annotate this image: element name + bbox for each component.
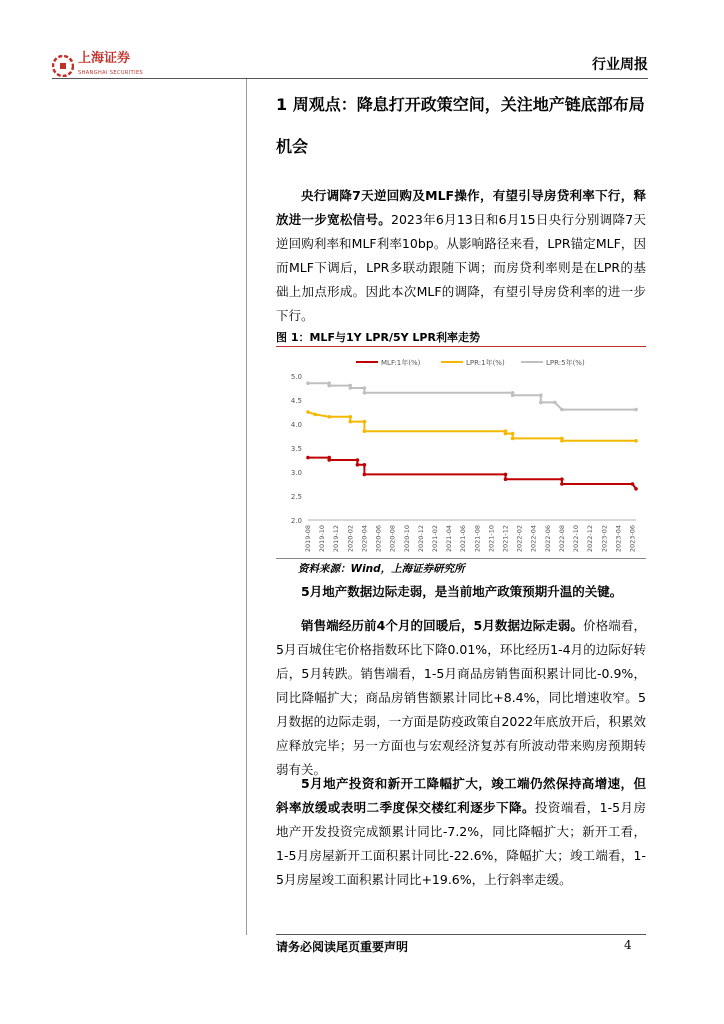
series-line: [308, 412, 636, 441]
series-point: [356, 463, 360, 467]
x-tick-label: 2023-02: [600, 525, 609, 553]
series-point: [634, 439, 638, 443]
paragraph-1-lead: 央行调降7天逆回购及MLF操作，有望引导房贷利率下行，释放进一步宽松信号。: [276, 188, 646, 227]
series-point: [363, 420, 367, 424]
series-point: [363, 463, 367, 467]
paragraph-4-body: 投资端看，1-5月房地产开发投资完成额累计同比-7.2%，同比降幅扩大；新开工看，1-5月房屋新开工面积累计同比-22.6%，降幅扩大；竣工端看，1-5月房屋竣工面积累计同比+19.6%，上行斜率走缓。: [276, 800, 646, 887]
series-point: [363, 386, 367, 390]
x-tick-label: 2019-10: [318, 525, 327, 553]
page-header: [52, 50, 648, 78]
x-tick-label: 2020-08: [388, 525, 397, 553]
margin-rule: [246, 79, 247, 935]
series-point: [539, 393, 543, 397]
series-point: [306, 410, 310, 414]
series-point: [363, 473, 367, 477]
x-tick-label: 2022-10: [572, 525, 581, 553]
section-heading: 1 周观点：降息打开政策空间，关注地产链底部布局机会: [276, 95, 645, 156]
series-point: [560, 439, 564, 443]
series-point: [327, 384, 331, 388]
x-tick-label: 2021-08: [473, 525, 482, 553]
legend-label: MLF:1年(%): [381, 359, 421, 367]
x-tick-label: 2022-08: [557, 525, 566, 553]
series-point: [511, 393, 515, 397]
series-point: [306, 381, 310, 385]
series-point: [631, 482, 635, 486]
logo-subtext: SHANGHAI SECURITIES: [78, 70, 144, 76]
x-tick-label: 2023-06: [628, 525, 637, 553]
paragraph-4-lead: 5月地产投资和新开工降幅扩大，竣工端仍然保持高增速，但斜率放缓或表明二季度保交楼红利逐步下降。: [276, 776, 646, 815]
x-tick-label: 2022-06: [543, 525, 552, 553]
y-tick-label: 3.5: [290, 445, 302, 453]
series-point: [349, 420, 353, 424]
series-point: [349, 386, 353, 390]
figure-title-rule: [276, 346, 646, 347]
x-tick-label: 2023-04: [614, 525, 623, 553]
series-point: [363, 429, 367, 433]
y-tick-label: 4.0: [290, 421, 302, 429]
page-number: 4: [624, 938, 632, 952]
paragraph-1-body: 2023年6月13日和6月15日央行分别调降7天逆回购利率和MLF利率10bp。从影响路径来看，LPR锚定MLF，因而MLF下调后，LPR多联动跟随下调；而房贷利率则是在LPR的基础上加点形成。因此本次MLF的调降，有望引导房贷利率的进一步下行。: [276, 212, 646, 323]
series-point: [560, 477, 564, 481]
legend-label: LPR:5年(%): [546, 359, 585, 367]
series-line: [308, 458, 636, 489]
logo-emblem-icon: [52, 55, 74, 77]
x-tick-label: 2019-12: [332, 525, 341, 553]
header-divider: [52, 78, 648, 79]
series-point: [363, 391, 367, 395]
series-point: [553, 401, 557, 405]
company-logo: [52, 52, 143, 80]
footer-disclaimer: 请务必阅读尾页重要声明: [276, 940, 409, 954]
x-tick-label: 2021-04: [445, 525, 454, 553]
rate-chart: [276, 350, 646, 556]
legend-label: LPR:1年(%): [466, 359, 505, 367]
series-point: [504, 473, 508, 477]
x-tick-label: 2019-08: [304, 525, 312, 553]
figure-source: 资料来源：Wind，上海证券研究所: [276, 558, 646, 576]
x-tick-label: 2021-10: [487, 525, 496, 553]
paragraph-1: [276, 184, 646, 328]
x-tick-label: 2022-04: [529, 525, 538, 553]
rate-chart-svg: [276, 350, 646, 556]
footer-divider: [276, 934, 646, 935]
logo-text: 上海证券: [78, 51, 131, 66]
series-line: [308, 383, 636, 409]
x-tick-label: 2021-02: [430, 525, 439, 553]
series-point: [634, 487, 638, 491]
x-tick-label: 2021-06: [459, 525, 468, 553]
report-type: 行业周报: [592, 57, 648, 73]
x-tick-label: 2020-12: [416, 525, 425, 553]
x-tick-label: 2020-02: [346, 525, 355, 553]
figure-title: 图 1：MLF与1Y LPR/5Y LPR利率走势: [276, 331, 480, 344]
paragraph-3: [276, 614, 646, 782]
series-point: [511, 437, 515, 441]
x-tick-label: 2021-12: [501, 525, 510, 553]
paragraph-4: [276, 772, 646, 892]
x-tick-label: 2020-10: [402, 525, 411, 553]
x-tick-label: 2020-04: [360, 525, 369, 553]
y-tick-label: 3.0: [290, 469, 302, 477]
x-tick-label: 2022-02: [515, 525, 524, 553]
paragraph-2: [276, 580, 646, 604]
paragraph-2-lead: 5月地产数据边际走弱，是当前地产政策预期升温的关键。: [301, 584, 623, 599]
series-point: [349, 415, 353, 419]
series-point: [327, 458, 331, 462]
series-point: [560, 482, 564, 486]
series-point: [327, 415, 331, 419]
y-tick-label: 2.0: [290, 517, 302, 525]
series-point: [511, 432, 515, 436]
series-point: [313, 413, 317, 417]
y-tick-label: 2.5: [290, 493, 302, 501]
x-tick-label: 2022-12: [586, 525, 595, 553]
series-point: [306, 456, 310, 460]
series-point: [634, 408, 638, 412]
paragraph-3-lead: 销售端经历前4个月的回暖后，5月数据边际走弱。: [301, 618, 584, 633]
series-point: [504, 477, 508, 481]
series-point: [504, 432, 508, 436]
series-point: [539, 401, 543, 405]
series-point: [356, 458, 360, 462]
paragraph-3-body: 价格端看，5月百城住宅价格指数环比下降0.01%，环比经历1-4月的边际好转后，5月转跌。销售端看，1-5月商品房销售面积累计同比-0.9%，同比降幅扩大；商品房销售额累计同比+8.4%，同比增速收窄。5月数据的边际走弱，一方面是防疫政策自2022年底放开后，积累效应释放完毕；另一方面也与宏观经济复苏有所波动带来购房预期转弱有关。: [276, 618, 646, 777]
series-point: [560, 408, 564, 412]
x-tick-label: 2020-06: [374, 525, 383, 553]
y-tick-label: 5.0: [290, 373, 302, 381]
y-tick-label: 4.5: [290, 397, 302, 405]
